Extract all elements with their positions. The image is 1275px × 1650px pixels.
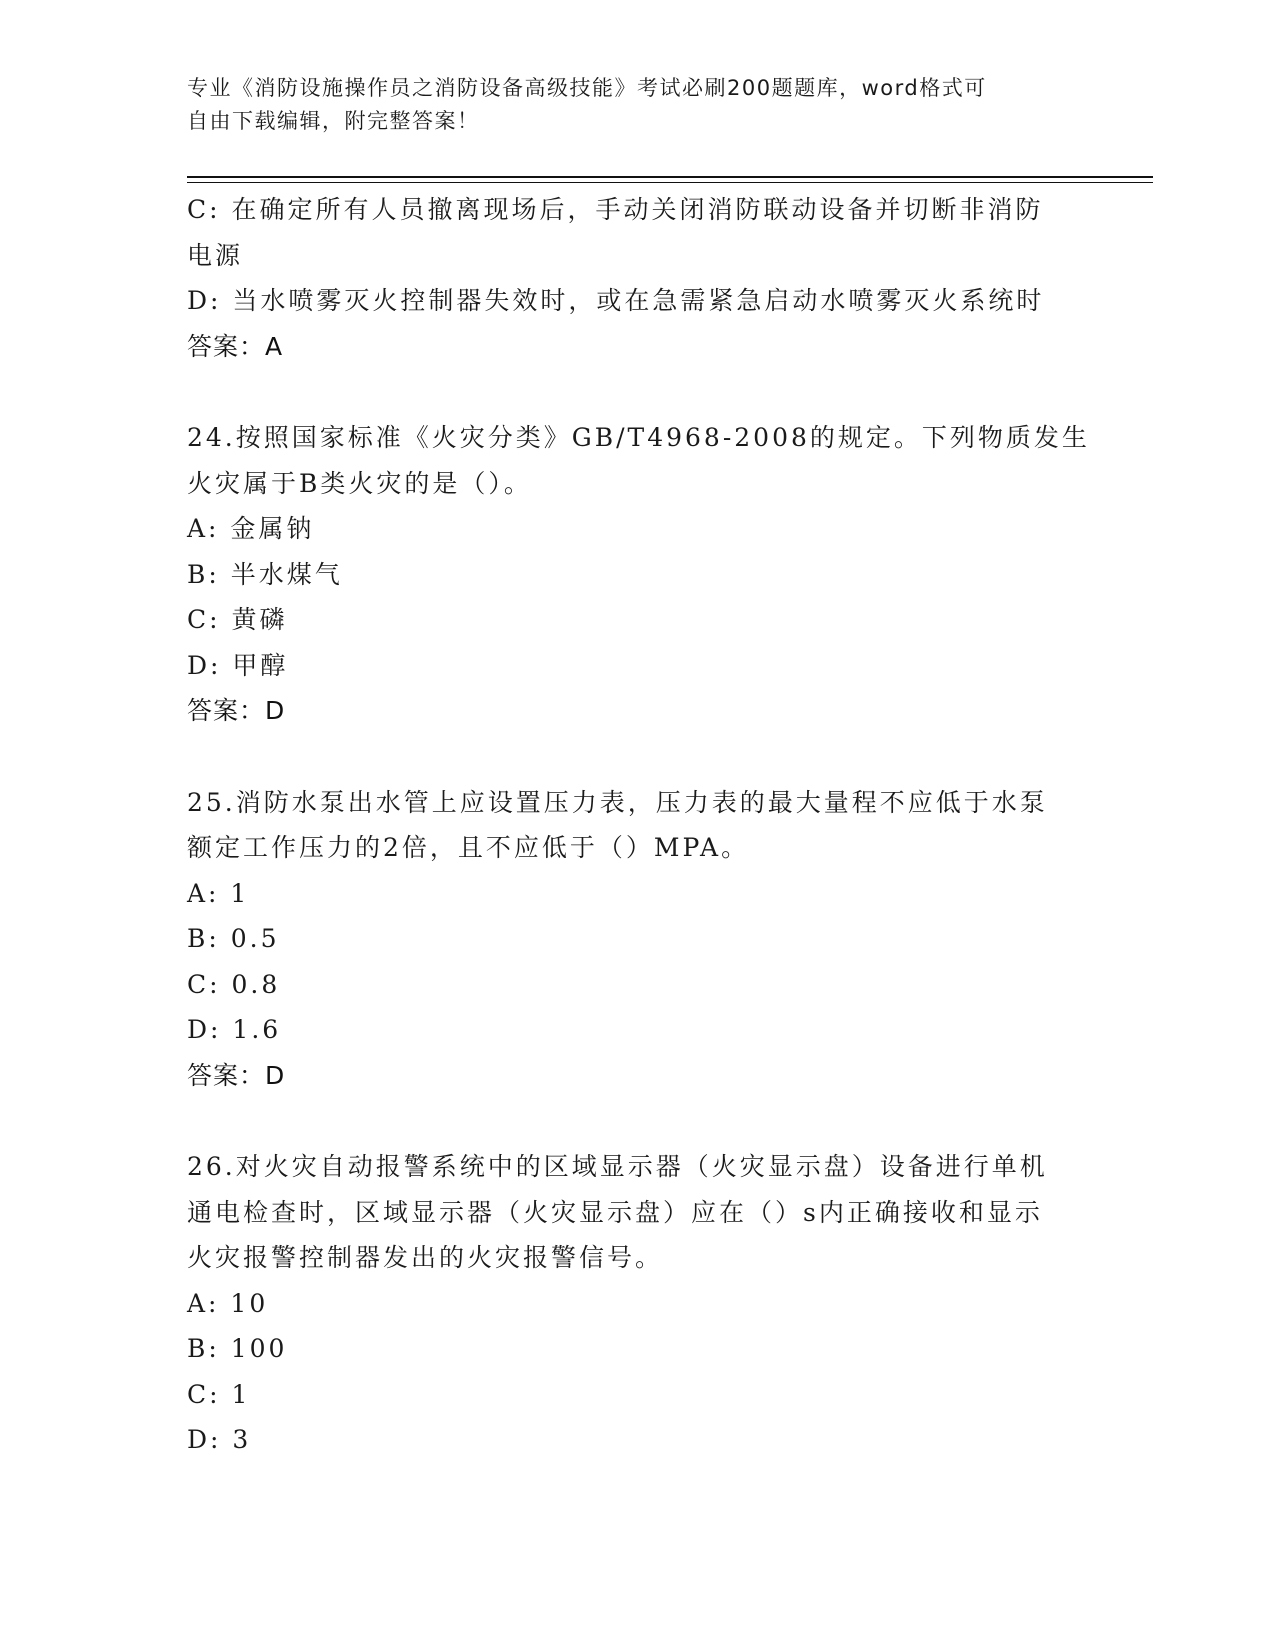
- option-c: C: 黄磷: [187, 605, 288, 634]
- question-stem: 额定工作压力的2倍，且不应低于（）MPA。: [187, 833, 750, 862]
- question-stem: 26.对火灾自动报警系统中的区域显示器（火灾显示盘）设备进行单机: [187, 1152, 1048, 1181]
- question-content: [187, 187, 1090, 1463]
- spacer: [187, 1098, 1087, 1144]
- question-stem: 火灾报警控制器发出的火灾报警信号。: [187, 1243, 664, 1272]
- header-line-2: 自由下载编辑，附完整答案！: [187, 109, 480, 133]
- question-26: [187, 1144, 1087, 1463]
- option-c: C: 在确定所有人员撤离现场后，手动关闭消防联动设备并切断非消防: [187, 195, 1044, 224]
- option-c: C: 1: [187, 1379, 251, 1409]
- option-c: C: 0.8: [187, 969, 281, 999]
- header-line-1: 专业《消防设施操作员之消防设备高级技能》考试必刷200题题库，word格式可: [187, 76, 987, 100]
- answer-label: 答案：D: [187, 1060, 286, 1090]
- question-stem: 24.按照国家标准《火灾分类》GB/T4968-2008的规定。下列物质发生: [187, 423, 1090, 452]
- header-divider-thick: [187, 176, 1153, 178]
- option-b: B: 半水煤气: [187, 559, 343, 589]
- option-a: A: 金属钠: [187, 514, 315, 543]
- answer-label: 答案：A: [187, 331, 284, 361]
- option-b: B: 100: [187, 1334, 288, 1363]
- spacer: [187, 369, 1087, 415]
- question-stem: 火灾属于B类火灾的是（）。: [187, 468, 532, 498]
- option-a: A: 10: [187, 1288, 269, 1318]
- spacer: [187, 734, 1087, 780]
- document-header: [187, 72, 1067, 138]
- option-d: D: 甲醇: [187, 650, 289, 680]
- question-24: [187, 415, 1090, 734]
- question-25: [187, 780, 1087, 1099]
- option-d: D: 1.6: [187, 1015, 282, 1044]
- option-b: B: 0.5: [187, 924, 280, 953]
- question-stem: 通电检查时，区域显示器（火灾显示盘）应在（）s内正确接收和显示: [187, 1197, 1043, 1227]
- option-d: D: 当水喷雾灭火控制器失效时，或在急需紧急启动水喷雾灭火系统时: [187, 286, 1045, 315]
- answer-label: 答案：D: [187, 696, 286, 725]
- header-divider-thin: [187, 182, 1153, 183]
- option-d: D: 3: [187, 1425, 252, 1454]
- question-23-continued: [187, 187, 1087, 369]
- option-a: A: 1: [187, 878, 250, 908]
- question-stem: 25.消防水泵出水管上应设置压力表，压力表的最大量程不应低于水泵: [187, 787, 1048, 817]
- option-c-continued: 电源: [187, 240, 244, 270]
